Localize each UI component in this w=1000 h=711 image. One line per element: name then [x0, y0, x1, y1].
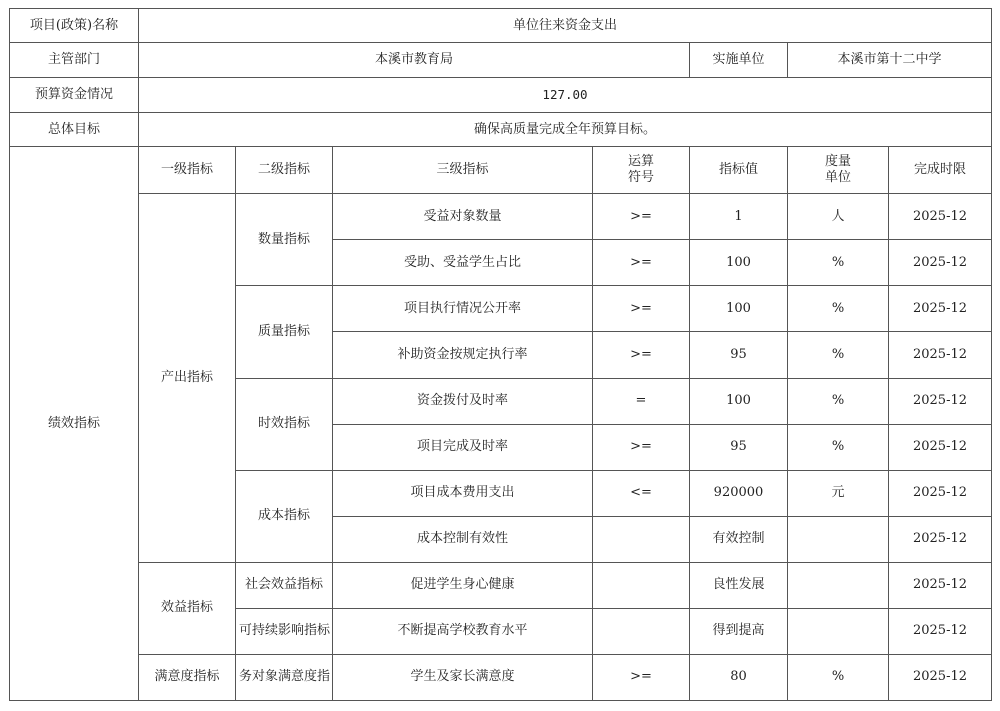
project-name-value: 单位往来资金支出	[139, 9, 992, 43]
indicator-name: 项目执行情况公开率	[333, 286, 593, 332]
indicator-operator: >=	[593, 654, 690, 700]
level1-benefit: 效益指标	[139, 562, 236, 654]
goal-label: 总体目标	[10, 113, 139, 147]
header-operator	[593, 147, 690, 194]
header-level1: 一级指标	[139, 147, 236, 194]
header-level3: 三级指标	[333, 147, 593, 194]
indicator-value: 有效控制	[690, 516, 788, 562]
indicator-operator: >=	[593, 240, 690, 286]
indicator-value: 得到提高	[690, 608, 788, 654]
indicator-deadline: 2025-12	[889, 654, 992, 700]
implementer-value: 本溪市第十二中学	[788, 43, 992, 78]
indicator-operator: >=	[593, 424, 690, 470]
header-unit	[788, 147, 889, 194]
header-operator-line1: 运算	[627, 154, 654, 170]
indicator-unit: %	[788, 654, 889, 700]
indicator-unit: 人	[788, 194, 889, 240]
indicator-unit: 元	[788, 470, 889, 516]
level2-sustainable-impact: 可持续影响指标	[236, 608, 333, 654]
indicator-unit: %	[788, 286, 889, 332]
indicator-deadline: 2025-12	[889, 332, 992, 378]
indicator-row	[10, 562, 992, 608]
indicator-name: 项目成本费用支出	[333, 470, 593, 516]
indicator-unit: %	[788, 332, 889, 378]
level2-quality: 质量指标	[236, 286, 333, 378]
header-unit-line1: 度量	[824, 154, 851, 170]
level1-output: 产出指标	[139, 194, 236, 563]
header-value: 指标值	[690, 147, 788, 194]
indicator-name: 不断提高学校教育水平	[333, 608, 593, 654]
indicator-operator: <=	[593, 470, 690, 516]
indicator-value: 95	[690, 332, 788, 378]
level2-timeliness: 时效指标	[236, 378, 333, 470]
indicator-name: 成本控制有效性	[333, 516, 593, 562]
indicator-operator	[593, 516, 690, 562]
indicator-deadline: 2025-12	[889, 470, 992, 516]
indicator-deadline: 2025-12	[889, 240, 992, 286]
indicator-name: 资金拨付及时率	[333, 378, 593, 424]
department-row	[10, 43, 992, 78]
project-name-label: 项目(政策)名称	[10, 9, 139, 43]
indicator-value: 100	[690, 240, 788, 286]
indicator-value: 80	[690, 654, 788, 700]
indicator-unit: %	[788, 378, 889, 424]
indicator-name: 学生及家长满意度	[333, 654, 593, 700]
indicator-deadline: 2025-12	[889, 286, 992, 332]
level2-quantity: 数量指标	[236, 194, 333, 286]
project-name-row	[10, 9, 992, 43]
goal-value: 确保高质量完成全年预算目标。	[139, 113, 992, 147]
indicator-operator: >=	[593, 332, 690, 378]
level2-service-satisfaction: 务对象满意度指	[236, 654, 333, 700]
indicator-operator	[593, 608, 690, 654]
indicator-name: 受助、受益学生占比	[333, 240, 593, 286]
indicator-deadline: 2025-12	[889, 516, 992, 562]
indicator-row	[10, 654, 992, 700]
budget-row	[10, 78, 992, 113]
goal-row	[10, 113, 992, 147]
indicator-unit	[788, 608, 889, 654]
indicator-deadline: 2025-12	[889, 194, 992, 240]
indicator-unit	[788, 516, 889, 562]
indicator-unit: %	[788, 424, 889, 470]
budget-label: 预算资金情况	[10, 78, 139, 113]
indicator-operator	[593, 562, 690, 608]
department-label: 主管部门	[10, 43, 139, 78]
indicator-name: 促进学生身心健康	[333, 562, 593, 608]
indicator-value: 100	[690, 286, 788, 332]
implementer-label: 实施单位	[690, 43, 788, 78]
indicator-deadline: 2025-12	[889, 562, 992, 608]
indicator-unit	[788, 562, 889, 608]
header-unit-line2: 单位	[824, 170, 851, 186]
indicator-deadline: 2025-12	[889, 424, 992, 470]
indicator-value: 1	[690, 194, 788, 240]
header-operator-line2: 符号	[627, 170, 654, 186]
indicator-deadline: 2025-12	[889, 608, 992, 654]
indicator-operator: >=	[593, 286, 690, 332]
level2-cost: 成本指标	[236, 470, 333, 562]
indicator-operator: >=	[593, 194, 690, 240]
performance-label: 绩效指标	[10, 147, 139, 701]
level2-social-benefit: 社会效益指标	[236, 562, 333, 608]
performance-form-table	[9, 8, 992, 701]
indicator-name: 项目完成及时率	[333, 424, 593, 470]
indicator-value: 95	[690, 424, 788, 470]
department-value: 本溪市教育局	[139, 43, 690, 78]
indicator-name: 受益对象数量	[333, 194, 593, 240]
indicator-unit: %	[788, 240, 889, 286]
level1-satisfaction: 满意度指标	[139, 654, 236, 700]
indicator-value: 良性发展	[690, 562, 788, 608]
budget-value: 127.00	[139, 78, 992, 113]
indicator-deadline: 2025-12	[889, 378, 992, 424]
indicator-value: 100	[690, 378, 788, 424]
indicator-name: 补助资金按规定执行率	[333, 332, 593, 378]
indicator-value: 920000	[690, 470, 788, 516]
header-level2: 二级指标	[236, 147, 333, 194]
indicator-header-row	[10, 147, 992, 194]
header-deadline: 完成时限	[889, 147, 992, 194]
indicator-operator: =	[593, 378, 690, 424]
indicator-row	[10, 194, 992, 240]
